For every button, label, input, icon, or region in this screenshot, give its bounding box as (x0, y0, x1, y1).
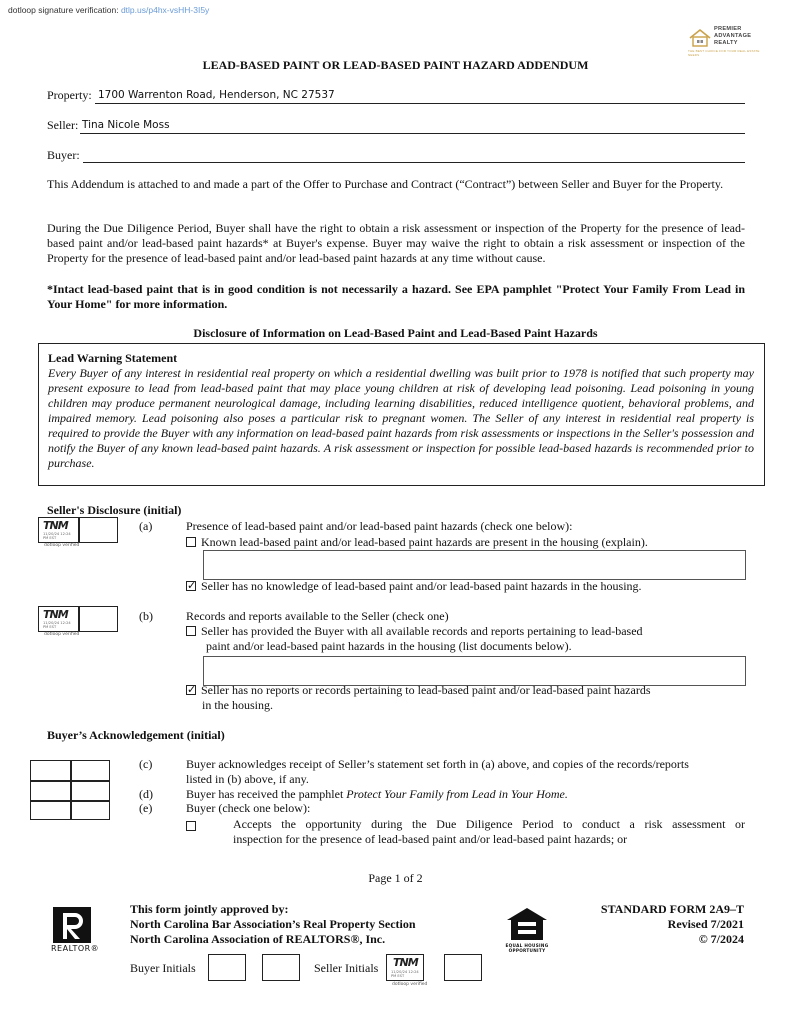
item-b-option-provided (186, 624, 643, 639)
brand-name (714, 26, 751, 47)
form-number: STANDARD FORM 2A9–T (600, 902, 744, 916)
approval-block (130, 902, 416, 947)
seller-initials-b[interactable] (38, 606, 118, 632)
eho-line-2: OPPORTUNITY (508, 948, 546, 953)
house-logo-icon (688, 28, 712, 48)
realtor-r-icon (52, 906, 92, 946)
buyer-initials-label: Buyer Initials (130, 961, 196, 975)
verification-header (8, 5, 209, 15)
documents-list-field[interactable] (203, 656, 746, 686)
pamphlet-title: Protect Your Family from Lead in Your Home. (346, 787, 568, 801)
item-a-text: Presence of lead-based paint and/or lead-based paint hazards (check one below): (186, 519, 573, 533)
property-underline (95, 103, 745, 104)
no-knowledge-label: Seller has no knowledge of lead-based paint and/or lead-based paint hazards in the housing. (201, 579, 642, 593)
accepts-checkbox-wrap (186, 817, 201, 835)
approval-line-3: North Carolina Association of REALTORS®, Inc. (130, 932, 386, 946)
initials-divider (78, 518, 80, 542)
no-knowledge-checkbox[interactable] (186, 581, 196, 591)
item-a-option-no-knowledge (186, 579, 642, 594)
initials-mark: TNM (43, 608, 68, 621)
addendum-intro: This Addendum is attached to and made a part of the Offer to Purchase and Contract (“Contract”) between Seller and Buyer for the Property. (47, 177, 724, 191)
brand-line-2: ADVANTAGE (714, 33, 752, 39)
records-provided-checkbox[interactable] (186, 626, 196, 636)
initials-mark: TNM (393, 956, 418, 969)
approval-line-2: North Carolina Bar Association’s Real Property Section (130, 917, 416, 931)
form-copyright: © 7/2024 (698, 932, 744, 946)
seller-initials-signature (43, 519, 75, 541)
known-hazards-checkbox[interactable] (186, 537, 196, 547)
known-hazards-label: Known lead-based paint and/or lead-based paint hazards are present in the housing (explain). (201, 535, 648, 549)
item-b-option-no-records (186, 683, 651, 698)
item-d-letter: (d) (139, 787, 153, 801)
brand-tagline: THE BEST CHOICE FOR YOUR REAL ESTATE NEEDS (688, 49, 760, 57)
item-e-letter: (e) (139, 801, 153, 815)
item-a-letter: (a) (139, 519, 153, 533)
verification-link[interactable]: dtlp.us/p4hx-vsHH-3I5y (120, 5, 210, 15)
seller-initials-signature (43, 608, 75, 630)
no-records-label-1: Seller has no reports or records pertaining to lead-based paint and/or lead-based paint hazards (201, 683, 651, 697)
initials-timestamp: 11/20/24 12:24 PM EST (391, 970, 419, 978)
brand-line-3: REALTY (714, 40, 738, 46)
seller-value[interactable]: Tina Nicole Moss (82, 119, 170, 131)
seller-underline (80, 133, 745, 134)
item-c-text-1: Buyer acknowledges receipt of Seller’s statement set forth in (a) above, and copies of the records/reports (186, 757, 689, 771)
equal-housing-text (505, 943, 549, 953)
property-label: Property: (47, 88, 92, 102)
item-c-letter: (c) (139, 757, 153, 771)
approval-line-1: This form jointly approved by: (130, 902, 289, 916)
grid-divider (70, 761, 72, 819)
buyer-ack-heading: Buyer’s Acknowledgement (initial) (47, 728, 225, 742)
document-title: LEAD-BASED PAINT OR LEAD-BASED PAINT HAZARD ADDENDUM (202, 58, 589, 72)
intact-paint-note: *Intact lead-based paint that is in good condition is not necessarily a hazard. See EPA pamphlet "Protect Your Family From Lead in Your Home" for more information. (47, 282, 745, 311)
item-d-prefix: Buyer has received the pamphlet (186, 787, 347, 801)
accepts-opportunity-checkbox[interactable] (186, 821, 196, 831)
equal-housing-logo (505, 906, 549, 956)
item-a-option-known (186, 535, 648, 550)
buyer-initials-grid[interactable] (30, 760, 110, 820)
seller-initials-box-2[interactable] (444, 954, 482, 981)
buyer-initials-box-2[interactable] (262, 954, 300, 981)
hazards-explain-field[interactable] (203, 550, 746, 580)
item-b-text: Records and reports available to the Seller (check one) (186, 609, 449, 623)
records-provided-label-2: paint and/or lead-based paint hazards in the housing (list documents below). (206, 639, 572, 653)
grid-divider (31, 780, 109, 782)
brokerage-logo (686, 24, 766, 57)
dotloop-verified-label: dotloop verified (44, 632, 80, 637)
dotloop-verified-label: dotloop verified (392, 982, 428, 987)
disclosure-title: Disclosure of Information on Lead-Based Paint and Lead-Based Paint Hazards (193, 326, 598, 340)
initials-timestamp: 11/20/24 12:24 PM EST (43, 621, 71, 629)
seller-disclosure-heading: Seller's Disclosure (initial) (47, 503, 182, 517)
no-records-label-2: in the housing. (202, 698, 273, 712)
accepts-opportunity-label-2: inspection for the presence of lead-based paint and/or lead-based paint hazards; or (233, 832, 628, 846)
realtor-logo (52, 906, 92, 946)
lead-warning-box (38, 343, 765, 486)
dotloop-verified-label: dotloop verified (44, 543, 80, 548)
seller-label: Seller: (47, 118, 79, 132)
grid-divider (31, 800, 109, 802)
buyer-underline (83, 162, 745, 163)
initials-timestamp: 11/20/24 12:24 PM EST (43, 532, 71, 540)
records-provided-label-1: Seller has provided the Buyer with all available records and reports pertaining to lead-based (201, 624, 643, 638)
eho-line-1: EQUAL HOUSING (505, 943, 549, 948)
due-diligence-paragraph: During the Due Diligence Period, Buyer shall have the right to obtain a risk assessment or inspection of the Property for the presence of lead-based paint and/or lead-based paint hazards* at Buyer's expense. Buyer may waive the right to obtain a risk assessment or inspection of the Property for the presence of lead-based paint and/or lead-based paint hazards at any time without cause. (47, 221, 745, 265)
seller-initials-box-1[interactable] (386, 954, 424, 981)
lead-warning-heading: Lead Warning Statement (48, 351, 178, 365)
form-revised: Revised 7/2021 (667, 917, 744, 931)
initials-divider (78, 607, 80, 631)
item-e-text: Buyer (check one below): (186, 801, 311, 815)
initials-mark: TNM (43, 519, 68, 532)
verification-label: dotloop signature verification: (8, 5, 119, 15)
property-value[interactable]: 1700 Warrenton Road, Henderson, NC 27537 (98, 89, 335, 101)
buyer-label: Buyer: (47, 148, 80, 162)
buyer-initials-box-1[interactable] (208, 954, 246, 981)
seller-initials-label: Seller Initials (314, 961, 379, 975)
accepts-opportunity-label-1: Accepts the opportunity during the Due Diligence Period to conduct a risk assessment or (233, 817, 745, 831)
equal-housing-icon (505, 906, 549, 942)
item-b-letter: (b) (139, 609, 153, 623)
no-records-checkbox[interactable] (186, 685, 196, 695)
lead-warning-text: Every Buyer of any interest in residential real property on which a residential dwelling was built prior to 1978 is notified that such property may present exposure to lead from lead-based paint that may place young children at risk of developing lead poisoning. Lead poisoning in young children may produce permanent neurological damage, including learning disabilities, reduced intelligence quotient, behavioral problems, and impaired memory. Lead poisoning also poses a particular risk to pregnant women. The Seller of any interest in residential real property is required to provide the Buyer with any information on lead-based paint hazards from risk assessments or inspections in the Seller's possession and notify the Buyer of any known lead-based paint hazards. A risk assessment or inspection for possible lead-based hazards is recommended prior to purchase. (48, 366, 754, 470)
form-number-block (601, 902, 744, 947)
page-number: Page 1 of 2 (368, 871, 423, 885)
seller-initials-a[interactable] (38, 517, 118, 543)
realtor-wordmark: REALTOR® (51, 944, 100, 953)
item-c-text-2: listed in (b) above, if any. (186, 772, 309, 786)
brand-line-1: PREMIER (714, 26, 742, 32)
item-d-text (186, 787, 568, 802)
